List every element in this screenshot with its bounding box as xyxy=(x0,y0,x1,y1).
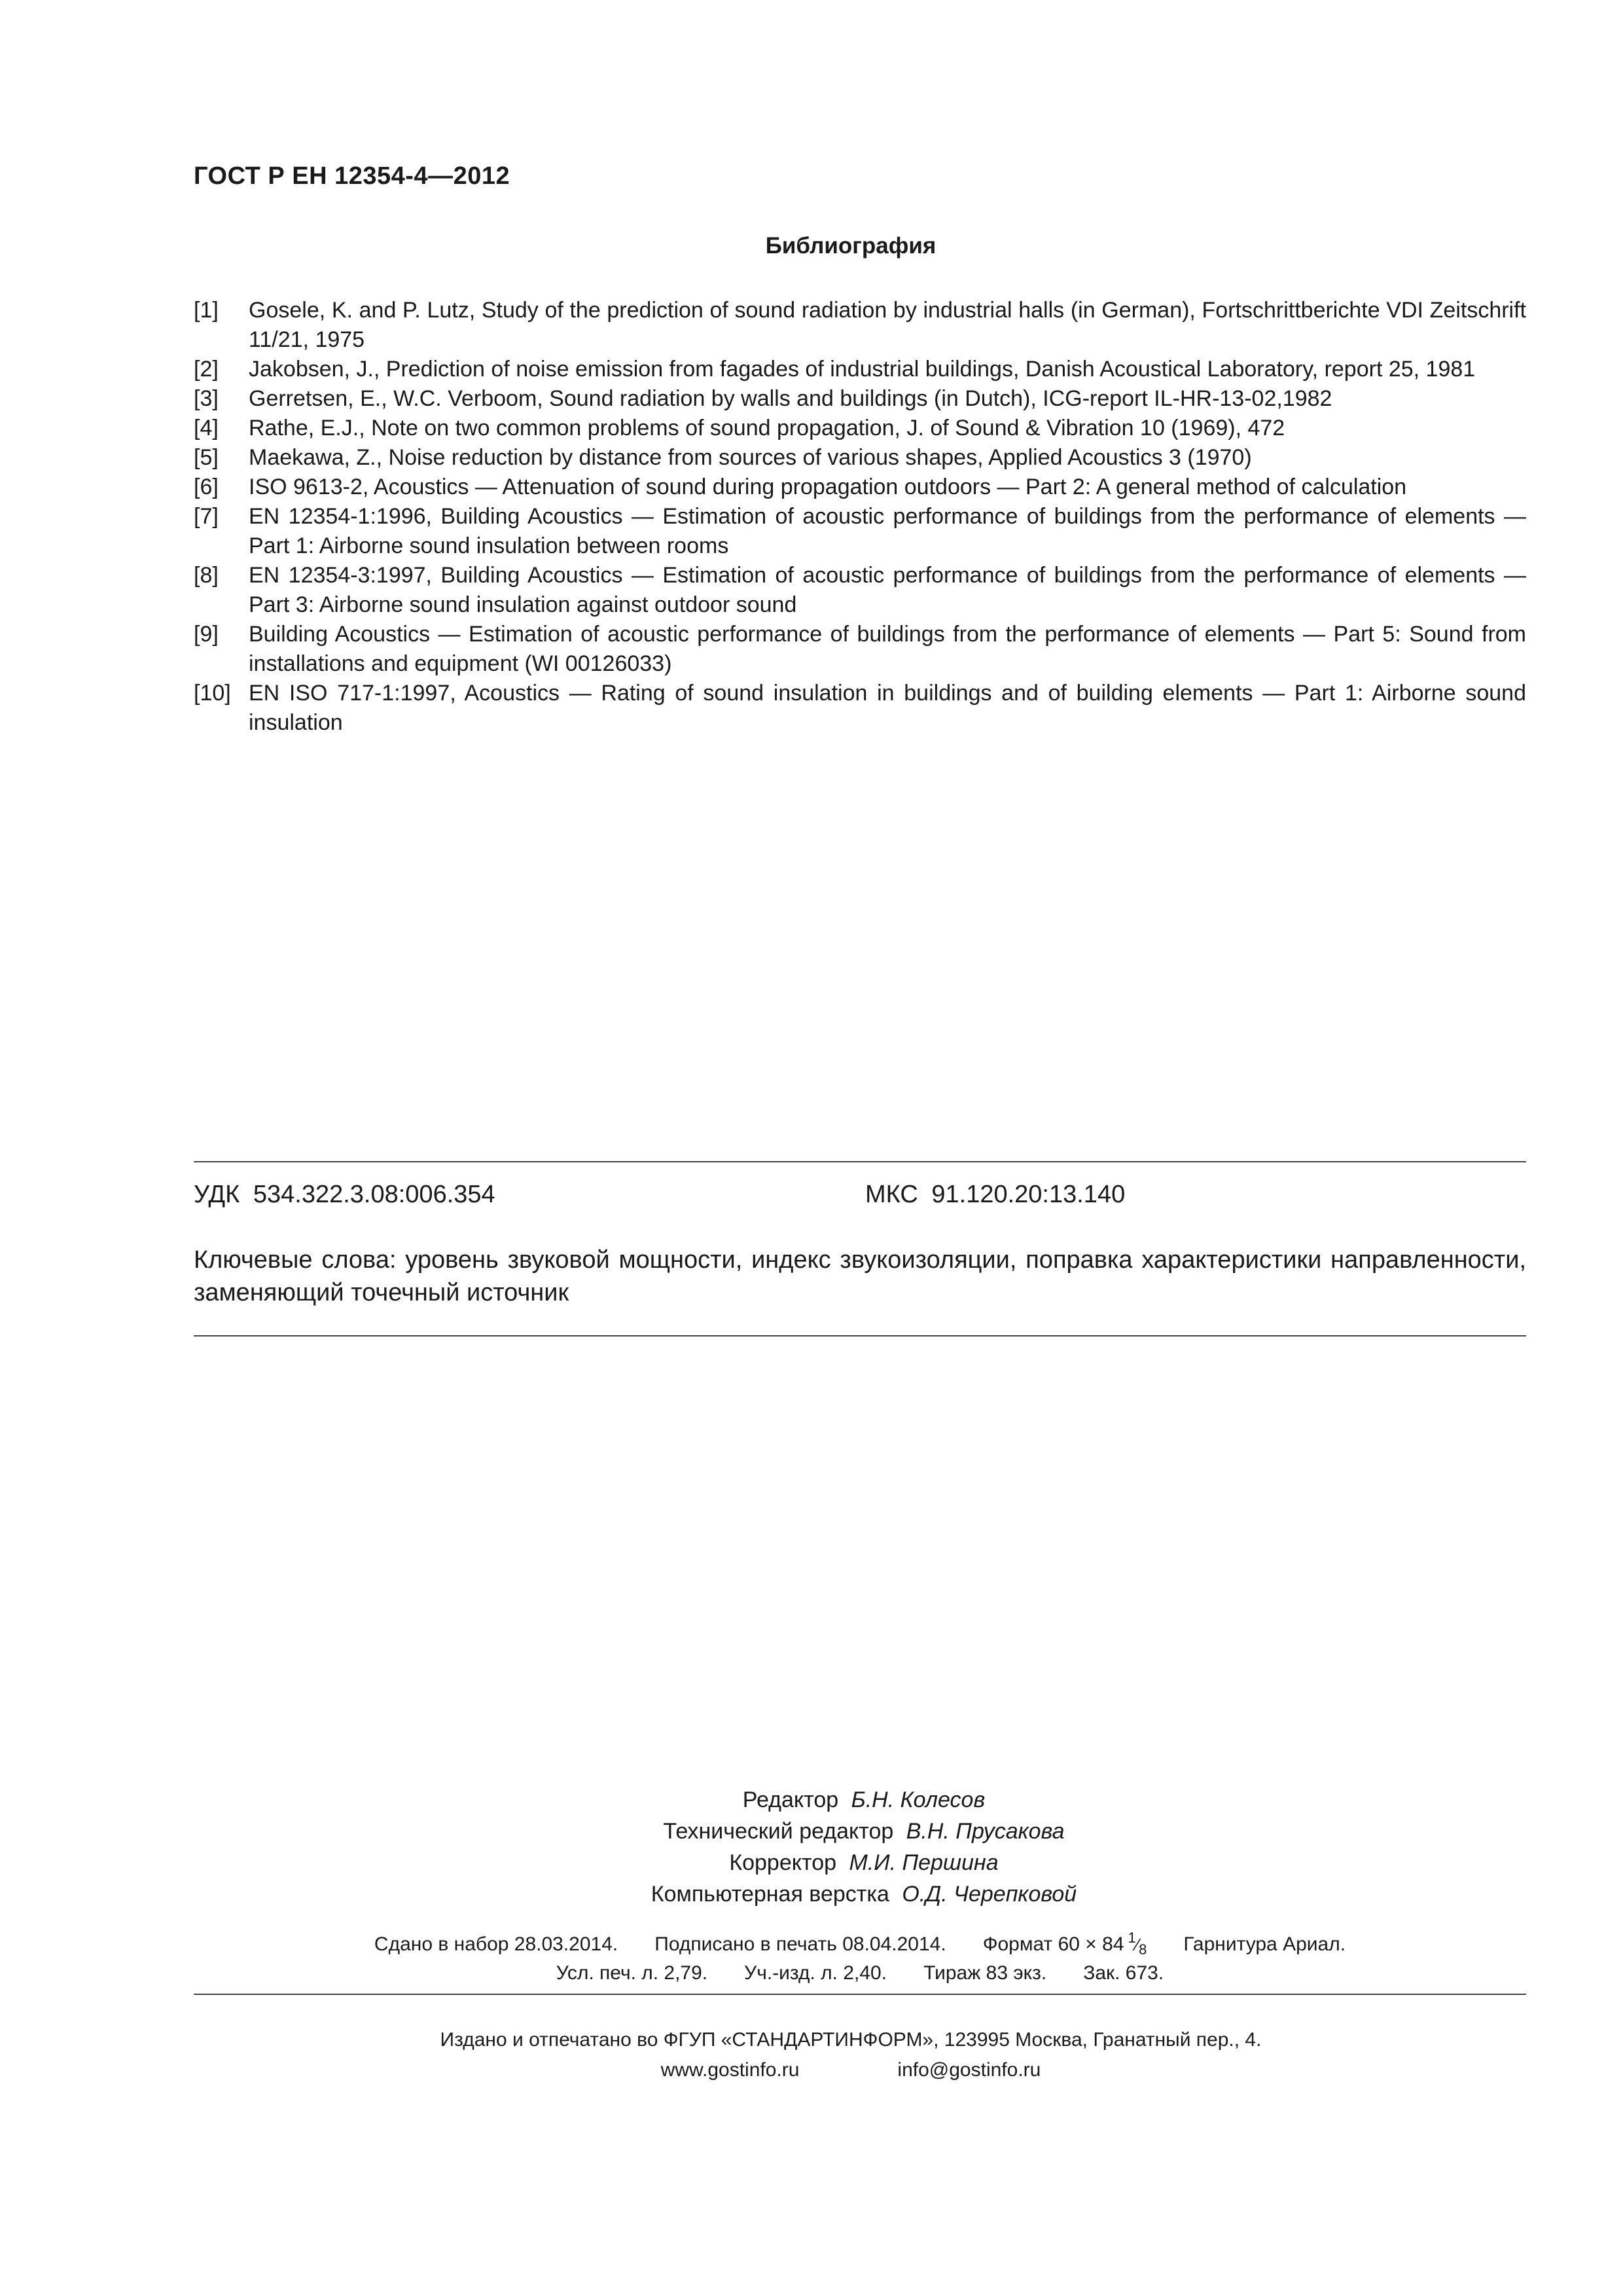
bibliography-item-number: [7] xyxy=(194,504,219,529)
publication-sheets: Уч.-изд. л. 2,40. xyxy=(744,1962,887,1984)
bibliography-item xyxy=(194,679,1526,738)
print-info-line-1 xyxy=(194,1929,1526,1958)
publisher-block xyxy=(0,2025,1623,2085)
bibliography-item-text: Maekawa, Z., Noise reduction by distance from sources of various shapes, Applied Acoustics 3 (1970) xyxy=(249,445,1252,470)
udk-code: УДК 534.322.3.08:006.354 xyxy=(194,1181,495,1208)
credit-proofreader xyxy=(0,1847,1623,1878)
typeface: Гарнитура Ариал. xyxy=(1183,1933,1346,1955)
credit-editor xyxy=(0,1784,1623,1816)
bibliography-item-text: EN ISO 717-1:1997, Acoustics — Rating of sound insulation in buildings and of building elements — Part 1: Airborne sound insulation xyxy=(249,681,1526,735)
credit-label: Технический редактор xyxy=(663,1819,894,1844)
bibliography-item xyxy=(194,355,1526,384)
bibliography-item xyxy=(194,443,1526,473)
publisher-line: Издано и отпечатано во ФГУП «СТАНДАРТИНФОРМ», 123995 Москва, Гранатный пер., 4. xyxy=(440,2029,1262,2051)
bibliography-item xyxy=(194,620,1526,679)
bibliography-item-number: [3] xyxy=(194,386,219,411)
credit-name: В.Н. Прусакова xyxy=(906,1819,1065,1844)
credit-layout xyxy=(0,1878,1623,1910)
bibliography-item-number: [5] xyxy=(194,445,219,470)
bibliography-item-text: Rathe, E.J., Note on two common problems of sound propagation, J. of Sound & Vibration 10 (1969), 472 xyxy=(249,416,1285,440)
typeset-date: Сдано в набор 28.03.2014. xyxy=(374,1933,618,1955)
bibliography-item-text: ISO 9613-2, Acoustics — Attenuation of sound during propagation outdoors — Part 2: A general method of calculation xyxy=(249,475,1407,499)
credit-label: Редактор xyxy=(742,1787,839,1812)
bibliography-item-number: [8] xyxy=(194,563,219,588)
bibliography-item-text: Building Acoustics — Estimation of acoustic performance of buildings from the performance of elements — Part 5: Sound from installations and equipment (WI 00126033) xyxy=(249,622,1526,676)
circulation: Тираж 83 экз. xyxy=(923,1962,1047,1984)
bibliography-item-number: [6] xyxy=(194,475,219,499)
bibliography-item-number: [9] xyxy=(194,622,219,647)
top-divider xyxy=(194,1161,1526,1162)
credit-name: Б.Н. Колесов xyxy=(851,1787,986,1812)
signed-date: Подписано в печать 08.04.2014. xyxy=(654,1933,946,1955)
bibliography-item-text: Gerretsen, E., W.C. Verboom, Sound radiation by walls and buildings (in Dutch), ICG-report IL-HR-13-02,1982 xyxy=(249,386,1332,411)
publisher-website[interactable]: www.gostinfo.ru xyxy=(660,2059,800,2081)
bibliography-item xyxy=(194,561,1526,620)
bibliography-item-number: [10] xyxy=(194,681,231,706)
credit-tech-editor xyxy=(0,1816,1623,1847)
printed-sheets: Усл. печ. л. 2,79. xyxy=(556,1962,708,1984)
bottom-divider xyxy=(194,1335,1526,1336)
format-fraction: $^1⁄_8$ xyxy=(1128,1929,1147,1958)
bibliography-item xyxy=(194,384,1526,414)
bibliography-item-text: Jakobsen, J., Prediction of noise emission from fagades of industrial buildings, Danish Acoustical Laboratory, report 25, 1981 xyxy=(249,357,1476,382)
format-fraction-denominator: 8 xyxy=(1139,1941,1147,1958)
credits-block xyxy=(0,1784,1623,1910)
credit-name: О.Д. Черепковой xyxy=(902,1882,1077,1907)
paper-format: Формат 60 × 84 xyxy=(982,1933,1124,1955)
bibliography-item-text: EN 12354-3:1997, Building Acoustics — Estimation of acoustic performance of buildings from the performance of elements — Part 3: Airborne sound insulation against outdoor sound xyxy=(249,563,1526,617)
credit-name: М.И. Першина xyxy=(849,1850,999,1875)
bibliography-item-number: [1] xyxy=(194,298,219,323)
bibliography-title: Библиография xyxy=(765,233,936,259)
bibliography-item xyxy=(194,473,1526,502)
mks-code: МКС 91.120.20:13.140 xyxy=(865,1181,1126,1208)
keywords: Ключевые слова: уровень звуковой мощности, индекс звукоизоляции, поправка характеристики направленности, заменяющий точечный источник xyxy=(194,1246,1526,1306)
bibliography-item xyxy=(194,414,1526,443)
order-number: Зак. 673. xyxy=(1083,1962,1164,1984)
bibliography-item xyxy=(194,502,1526,561)
credit-label: Компьютерная верстка xyxy=(651,1882,889,1907)
bibliography-item xyxy=(194,296,1526,355)
document-code: ГОСТ Р ЕН 12354-4—2012 xyxy=(194,162,510,190)
credit-label: Корректор xyxy=(729,1850,837,1875)
bibliography-item-number: [2] xyxy=(194,357,219,382)
bibliography-item-text: EN 12354-1:1996, Building Acoustics — Estimation of acoustic performance of buildings from the performance of elements — Part 1: Airborne sound insulation between rooms xyxy=(249,504,1526,558)
publisher-email[interactable]: info@gostinfo.ru xyxy=(897,2059,1041,2081)
bibliography-item-number: [4] xyxy=(194,416,219,440)
publisher-divider xyxy=(194,1994,1526,1995)
print-info-line-2 xyxy=(194,1962,1526,1984)
format-fraction-numerator: 1 xyxy=(1128,1929,1136,1946)
publisher-contacts xyxy=(79,2055,1623,2085)
bibliography-list xyxy=(194,296,1526,738)
bibliography-item-text: Gosele, K. and P. Lutz, Study of the prediction of sound radiation by industrial halls (in German), Fortschrittberichte VDI Zeitschrift 11/21, 1975 xyxy=(249,298,1526,352)
